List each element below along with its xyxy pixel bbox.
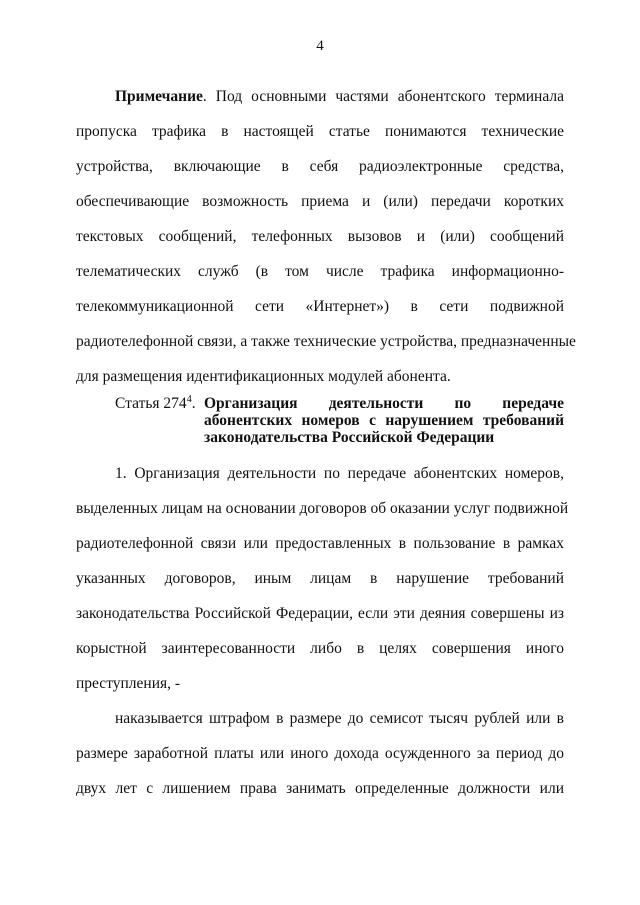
note-line-1 [115,87,564,107]
page-number: 4 [316,38,324,54]
article-label [115,395,196,412]
note-line-5: текстовых сообщений, телефонных вызовов и (или) сообщений [76,228,564,245]
penalty-line-1: наказывается штрафом в размере до семисот тысяч рублей или в [115,710,564,727]
part1-line-2: выделенных лицам на основании договоров об оказании услуг подвижной [76,500,569,517]
note-line-1-text: . Под основными частями абонентского терминала [202,88,564,105]
part1-line-1: 1. Организация деятельности по передаче абонентских номеров, [115,465,564,482]
note-label: Примечание [115,88,203,105]
article-title [204,395,564,446]
article-title-line-3: законодательства Российской Федерации [204,429,495,446]
article-title-line-1: Организация деятельности по передаче [204,395,564,412]
note-line-8: радиотелефонной связи, а также технические устройства, предназначенные [76,333,576,350]
note-line-9: для размещения идентификационных модулей абонента. [76,368,451,385]
note-line-7: телекоммуникационной сети «Интернет») в сети подвижной [76,298,564,315]
penalty-line-3: двух лет с лишением права занимать определенные должности или [76,780,564,797]
note-line-2: пропуска трафика в настоящей статье понимаются технические [76,123,564,140]
penalty-line-2: размере заработной платы или иного дохода осужденного за период до [76,745,564,762]
article-label-sup: 4 [186,394,192,405]
article-label-text: Статья 274 [115,395,187,412]
part1-line-3: радиотелефонной связи или предоставленных в пользование в рамках [76,535,564,552]
article-title-line-2: абонентских номеров с нарушением требований [204,412,564,429]
note-line-3: устройства, включающие в себя радиоэлектронные средства, [76,158,564,175]
note-line-4: обеспечивающие возможность приема и (или) передачи коротких [76,193,564,210]
part1-line-6: корыстной заинтересованности либо в целях совершения иного [76,640,564,657]
part1-line-7: преступления, - [76,675,181,692]
note-line-6: телематических служб (в том числе трафика информационно- [76,263,564,280]
part1-line-4: указанных договоров, иным лицам в нарушение требований [76,570,564,587]
article-label-suffix: . [191,395,196,412]
part1-line-5: законодательства Российской Федерации, если эти деяния совершены из [76,605,564,622]
